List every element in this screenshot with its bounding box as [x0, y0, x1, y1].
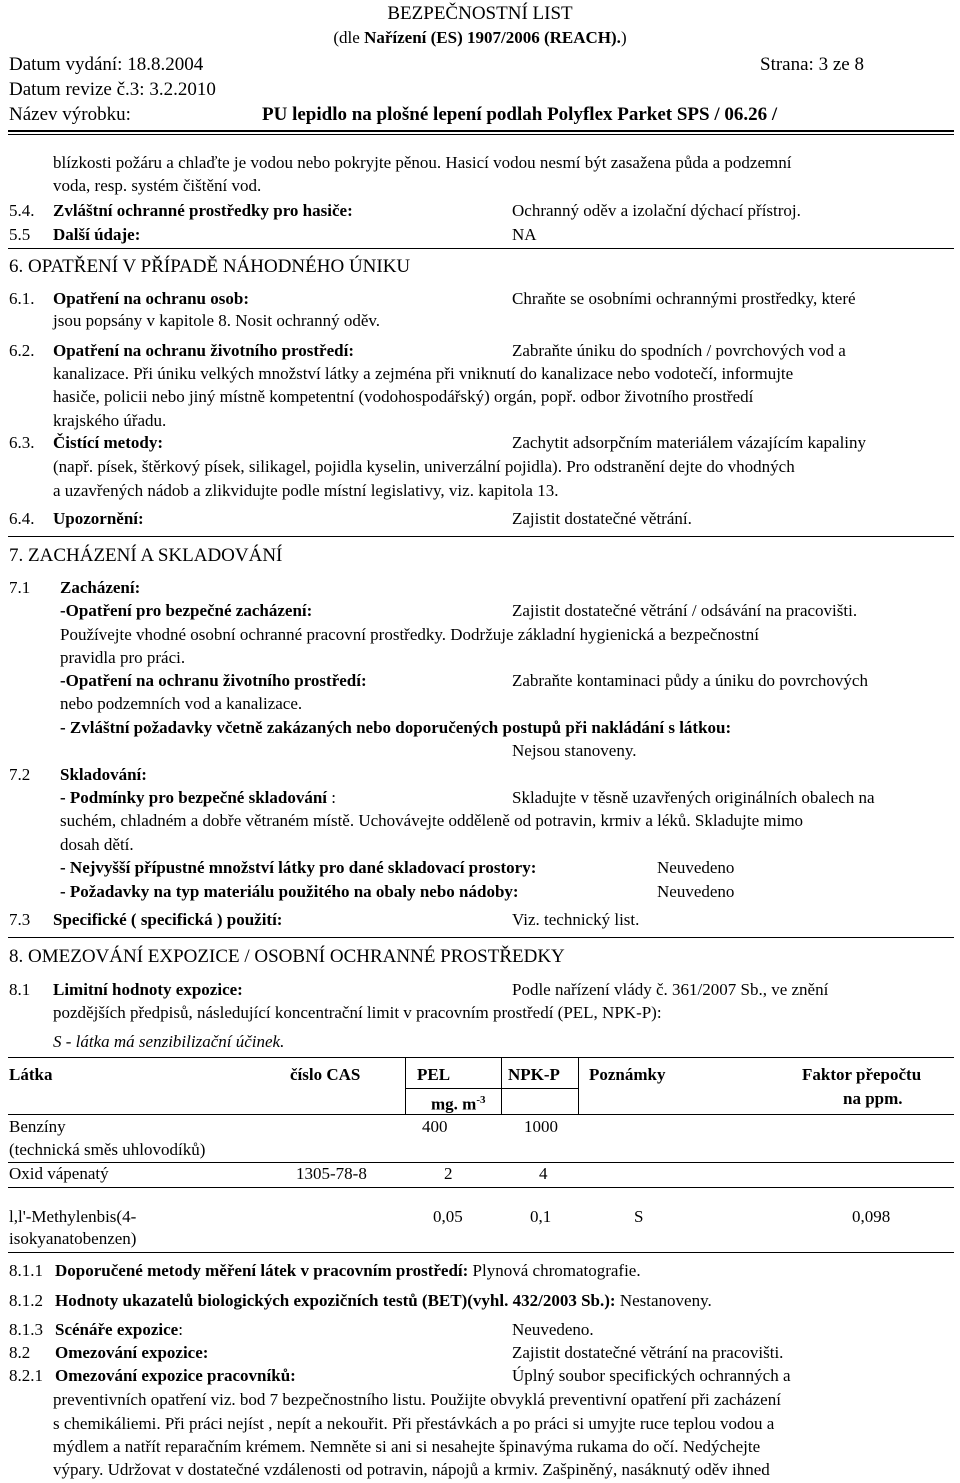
revision-date: Datum revize č.3: 3.2.2010 [9, 79, 216, 100]
section-value: Neuvedeno. [512, 1320, 594, 1339]
section-label: Upozornění: [53, 509, 144, 528]
table-header-cas: číslo CAS [290, 1065, 361, 1084]
table-header-unit: mg. $m^{-3}$ [431, 1094, 486, 1114]
paragraph-line: pravidla pro práci. [60, 648, 186, 667]
table-cell-npkp: 0,1 [530, 1207, 552, 1226]
paragraph-line: voda, resp. systém čištění vod. [53, 176, 262, 195]
product-label: Název výrobku: [9, 104, 131, 125]
section-number: 7.1 [9, 578, 31, 597]
section-value: Podle nařízení vlády č. 361/2007 Sb., ve znění [512, 980, 829, 999]
product-name: PU lepidlo na plošné lepení podlah Polyflex Parket SPS / 06.26 / [262, 104, 778, 125]
table-cell-substance: Benzíny [9, 1117, 66, 1136]
section-value: Úplný soubor specifických ochranných a [512, 1366, 791, 1385]
section-label: - Požadavky na typ materiálu použitého na obaly nebo nádoby: [60, 882, 519, 901]
section-value: Zabraňte úniku do spodních / povrchových vod a [512, 341, 846, 360]
section-number: 6.4. [9, 509, 35, 528]
section-label: Omezování expozice pracovníků: [55, 1366, 296, 1385]
paragraph-line: výpary. Udržovat v dostatečné vzdálenosti od potravin, nápojů a krmiv. Zašpiněný, nasáknutý oděv ihned [53, 1460, 770, 1479]
section-number: 8.2 [9, 1343, 31, 1362]
section-value: Neuvedeno [657, 858, 735, 877]
section-number: 6.3. [9, 433, 35, 452]
table-col-divider [501, 1057, 502, 1115]
table-cell-substance: isokyanatobenzen) [9, 1229, 137, 1248]
page-indicator: Strana: 3 ze 8 [760, 54, 864, 75]
table-bottom-border [8, 1252, 954, 1253]
paragraph-line: a uzavřených nádob a zlikvidujte podle místní legislativy, viz. kapitola 13. [53, 481, 559, 500]
section-value: NA [512, 225, 537, 244]
section-value: Nejsou stanoveny. [512, 741, 637, 760]
table-cell-pel: 400 [422, 1117, 448, 1136]
section-8-heading: 8. OMEZOVÁNÍ EXPOZICE / OSOBNÍ OCHRANNÉ PROSTŘEDKY [9, 946, 565, 967]
section-number: 6.2. [9, 341, 35, 360]
table-cell-substance: Oxid vápenatý [9, 1164, 109, 1183]
section-value: Viz. technický list. [512, 910, 640, 929]
table-row-border [8, 1187, 954, 1188]
document-title: BEZPEČNOSTNÍ LIST [387, 3, 573, 24]
section-value: Zabraňte kontaminaci půdy a úniku do povrchových [512, 671, 868, 690]
section-value: Chraňte se osobními ochrannými prostředky, které [512, 289, 856, 308]
sensitization-note: S - látka má senzibilizační účinek. [53, 1032, 285, 1051]
issue-date: Datum vydání: 18.8.2004 [9, 54, 204, 75]
section-value: Skladujte v těsně uzavřených originálních obalech na [512, 788, 875, 807]
table-cell-substance: l,l'-Methylenbis(4- [9, 1207, 137, 1226]
section-label: Zacházení: [60, 578, 141, 597]
section-number: 7.3 [9, 910, 31, 929]
section-number: 7.2 [9, 765, 31, 784]
table-header-factor-unit: na ppm. [843, 1089, 903, 1108]
section-6-heading: 6. OPATŘENÍ V PŘÍPADĚ NÁHODNÉHO ÚNIKU [9, 256, 411, 277]
section-line: Doporučené metody měření látek v pracovním prostředí: Plynová chromatografie. [55, 1261, 641, 1280]
section-number: 6.1. [9, 289, 35, 308]
section-value: Ochranný oděv a izolační dýchací přístroj. [512, 201, 801, 220]
paragraph-line: nebo podzemních vod a kanalizace. [60, 694, 303, 713]
section-label: Další údaje: [53, 225, 141, 244]
section-label-line: - Podmínky pro bezpečné skladování : [60, 788, 336, 807]
table-cell-substance: (technická směs uhlovodíků) [9, 1140, 206, 1159]
table-cell-notes: S [634, 1207, 644, 1226]
section-number: 5.4. [9, 201, 35, 220]
table-col-divider [405, 1057, 406, 1115]
table-cell-cas: 1305-78-8 [296, 1164, 367, 1183]
table-header-substance: Látka [9, 1065, 53, 1084]
table-col-divider [578, 1057, 579, 1115]
paragraph-line: blízkosti požáru a chlaďte je vodou nebo pokryjte pěnou. Hasicí vodou nesmí být zasažena půda a podzemní [53, 153, 792, 172]
section-label: Opatření na ochranu osob: [53, 289, 249, 308]
paragraph-line: dosah dětí. [60, 835, 134, 854]
section-label: -Opatření na ochranu životního prostředí: [60, 671, 367, 690]
section-number: 8.1.1 [9, 1261, 43, 1280]
table-cell-pel: 0,05 [433, 1207, 463, 1226]
section-value: Zachytit adsorpčním materiálem vázajícím kapaliny [512, 433, 867, 452]
section-number: 8.1.3 [9, 1320, 43, 1339]
table-header-notes: Poznámky [589, 1065, 666, 1084]
section-number: 8.2.1 [9, 1366, 43, 1385]
section-value: Zajistit dostatečné větrání / odsávání na pracovišti. [512, 601, 858, 620]
section-divider [8, 536, 954, 537]
paragraph-line: Používejte vhodné osobní ochranné pracovní prostředky. Dodržuje základní hygienická a bezpečnostní [60, 625, 759, 644]
paragraph-line: hasiče, policii nebo jiný místně kompetentní (vodohospodářský) orgán, popř. odbor životního prostředí [53, 387, 754, 406]
paragraph-line: s chemikáliemi. Při práci nejíst , nepít a nekouřit. Při přestávkách a po práci si umyjte ruce teplou vodou a [53, 1414, 775, 1433]
table-cell-npkp: 1000 [524, 1117, 558, 1136]
paragraph-line: preventivních opatření viz. bod 7 bezpečnostního listu. Použijte obvyklá preventivní opatření při zacházení [53, 1390, 781, 1409]
paragraph-line: jsou popsány v kapitole 8. Nosit ochranný oděv. [53, 311, 381, 330]
table-unit-divider [405, 1088, 579, 1089]
section-label: - Nejvyšší přípustné množství látky pro dané skladovací prostory: [60, 858, 537, 877]
section-label: Čistící metody: [53, 433, 164, 452]
section-label: -Opatření pro bezpečné zacházení: [60, 601, 313, 620]
document-subtitle: (dle Nařízení (ES) 1907/2006 (REACH).) [333, 28, 627, 47]
table-header-npkp: NPK-P [508, 1065, 560, 1084]
section-label: Specifické ( specifická ) použití: [53, 910, 283, 929]
header-divider-2 [8, 134, 954, 135]
paragraph-line: (např. písek, štěrkový písek, silikagel, pojidla kyselin, univerzální pojidla). Pro odstranění dejte do vhodných [53, 457, 795, 476]
paragraph-line: suchém, chladném a dobře větraném místě. Uchovávejte odděleně od potravin, krmiv a léků. Skladujte mimo [60, 811, 804, 830]
table-header-pel: PEL [417, 1065, 451, 1084]
table-cell-pel: 2 [444, 1164, 453, 1183]
section-divider [8, 248, 954, 249]
header-divider [8, 130, 954, 132]
section-label: Limitní hodnoty expozice: [53, 980, 243, 999]
table-cell-npkp: 4 [539, 1164, 548, 1183]
section-divider [8, 937, 954, 938]
section-value: Zajistit dostatečné větrání. [512, 509, 692, 528]
section-value: Zajistit dostatečné větrání na pracovišti. [512, 1343, 784, 1362]
table-top-border [8, 1057, 954, 1058]
section-number: 8.1 [9, 980, 31, 999]
section-number: 8.1.2 [9, 1291, 43, 1310]
paragraph-line: mýdlem a natřít reparačním krémem. Nemněte si ani si nesahejte špinavýma rukama do očí. Nedýchejte [53, 1437, 761, 1456]
section-number: 5.5 [9, 225, 31, 244]
paragraph-line: kanalizace. Při úniku velkých množství látky a zejména při vniknutí do kanalizace nebo vodotečí, informujte [53, 364, 794, 383]
section-label: - Zvláštní požadavky včetně zakázaných nebo doporučených postupů při nakládání s látkou: [60, 718, 732, 737]
paragraph-line: krajského úřadu. [53, 411, 167, 430]
section-7-heading: 7. ZACHÁZENÍ A SKLADOVÁNÍ [9, 545, 283, 566]
section-label: Skladování: [60, 765, 147, 784]
table-row-border [8, 1162, 954, 1163]
section-label: Zvláštní ochranné prostředky pro hasiče: [53, 201, 353, 220]
section-value: Neuvedeno [657, 882, 735, 901]
table-header-factor: Faktor přepočtu [802, 1065, 922, 1084]
table-header-border [8, 1114, 954, 1115]
section-line: Hodnoty ukazatelů biologických expozičních testů (BET)(vyhl. 432/2003 Sb.): Nestanoveny. [55, 1291, 712, 1310]
section-label: Omezování expozice: [55, 1343, 209, 1362]
paragraph-line: pozdějších předpisů, následující koncentrační limit v pracovním prostředí (PEL, NPK-P): [53, 1003, 662, 1022]
section-label: Opatření na ochranu životního prostředí: [53, 341, 354, 360]
table-cell-factor: 0,098 [852, 1207, 891, 1226]
section-line: Scénáře expozice: [55, 1320, 183, 1339]
